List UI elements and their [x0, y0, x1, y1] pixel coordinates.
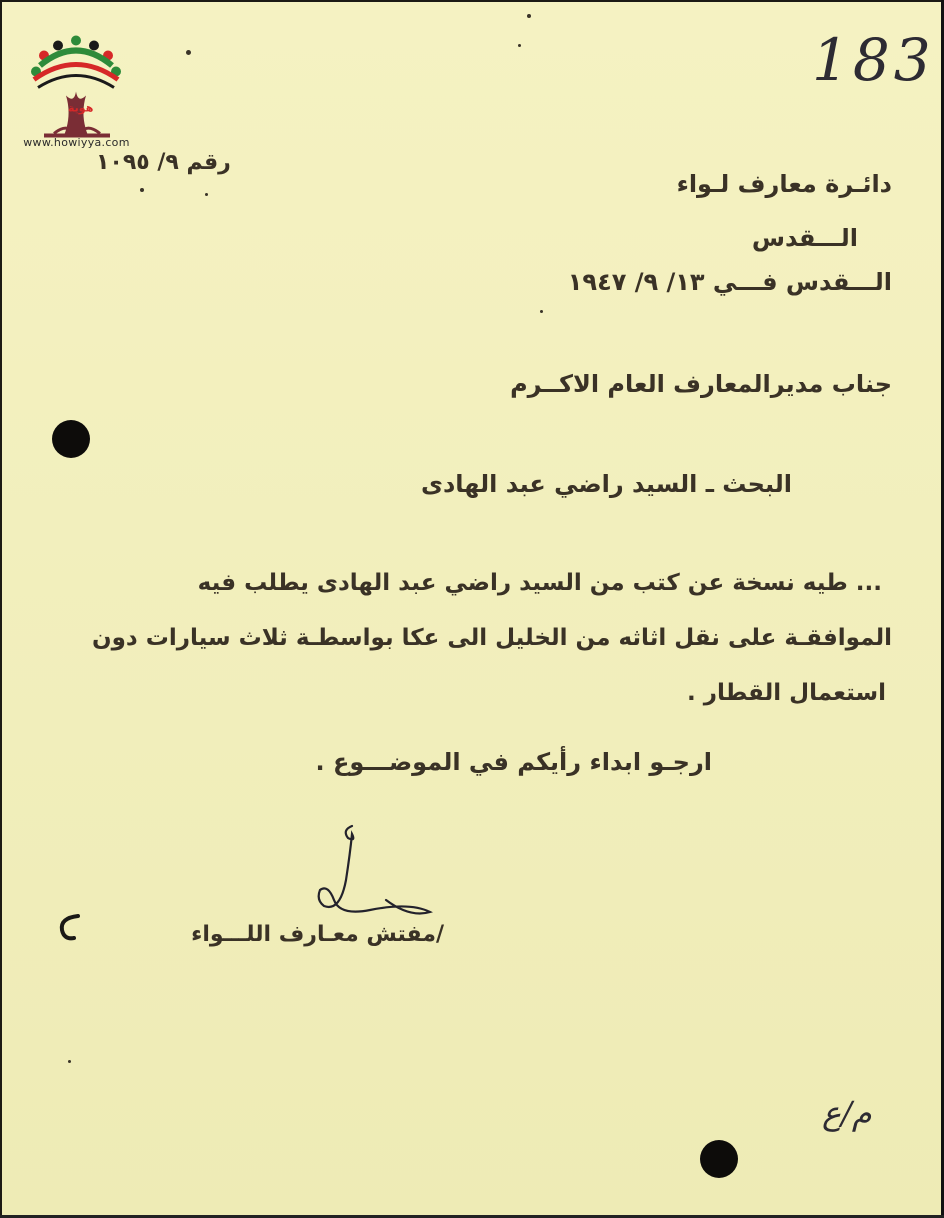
reference-number: رقم ٩/ ١٠٩٥: [96, 150, 231, 175]
logo-figures: [31, 36, 121, 88]
body-line-2: الموافقـة على نقل اثاثه من الخليل الى عكا بواسطـة ثلاث سيارات دون: [91, 625, 892, 651]
punch-hole-top: [52, 420, 90, 458]
punch-hole-bottom: [700, 1140, 738, 1178]
letterhead-office: دائـرة معارف لـواء: [676, 170, 892, 198]
paper-speck: [186, 50, 191, 55]
svg-text:هوية: هوية: [68, 101, 94, 115]
initials: م/ع: [822, 1094, 872, 1132]
handwritten-signature: [290, 820, 440, 930]
paper-speck: [527, 14, 531, 18]
paper-speck: [68, 1060, 71, 1063]
body-line-1: ... طيه نسخة عن كتب من السيد راضي عبد الهادى يطلب فيه: [197, 570, 882, 596]
paper-speck: [205, 193, 208, 196]
subject-line: البحث ـ السيد راضي عبد الهادى: [420, 470, 792, 498]
archive-number: 183: [812, 26, 935, 94]
paper-speck: [540, 310, 543, 313]
letterhead-date: الـــقدس فـــي ١٣/ ٩/ ١٩٤٧: [567, 268, 892, 296]
request-line: ارجـو ابداء رأيكم في الموضـــوع .: [315, 748, 712, 776]
howiyya-logo: [14, 18, 139, 153]
addressee: جناب مديرالمعارف العام الاكــرم: [510, 370, 892, 398]
signature-title: /مفتش معـارف اللـــواء: [191, 922, 444, 947]
body-line-3: استعمال القطار .: [687, 680, 886, 706]
partial-hole-mark: [56, 912, 86, 942]
letterhead-city: الـــقدس: [751, 224, 858, 252]
paper-speck: [140, 188, 144, 192]
paper-speck: [518, 44, 521, 47]
logo-url[interactable]: www.howiyya.com: [23, 136, 130, 149]
